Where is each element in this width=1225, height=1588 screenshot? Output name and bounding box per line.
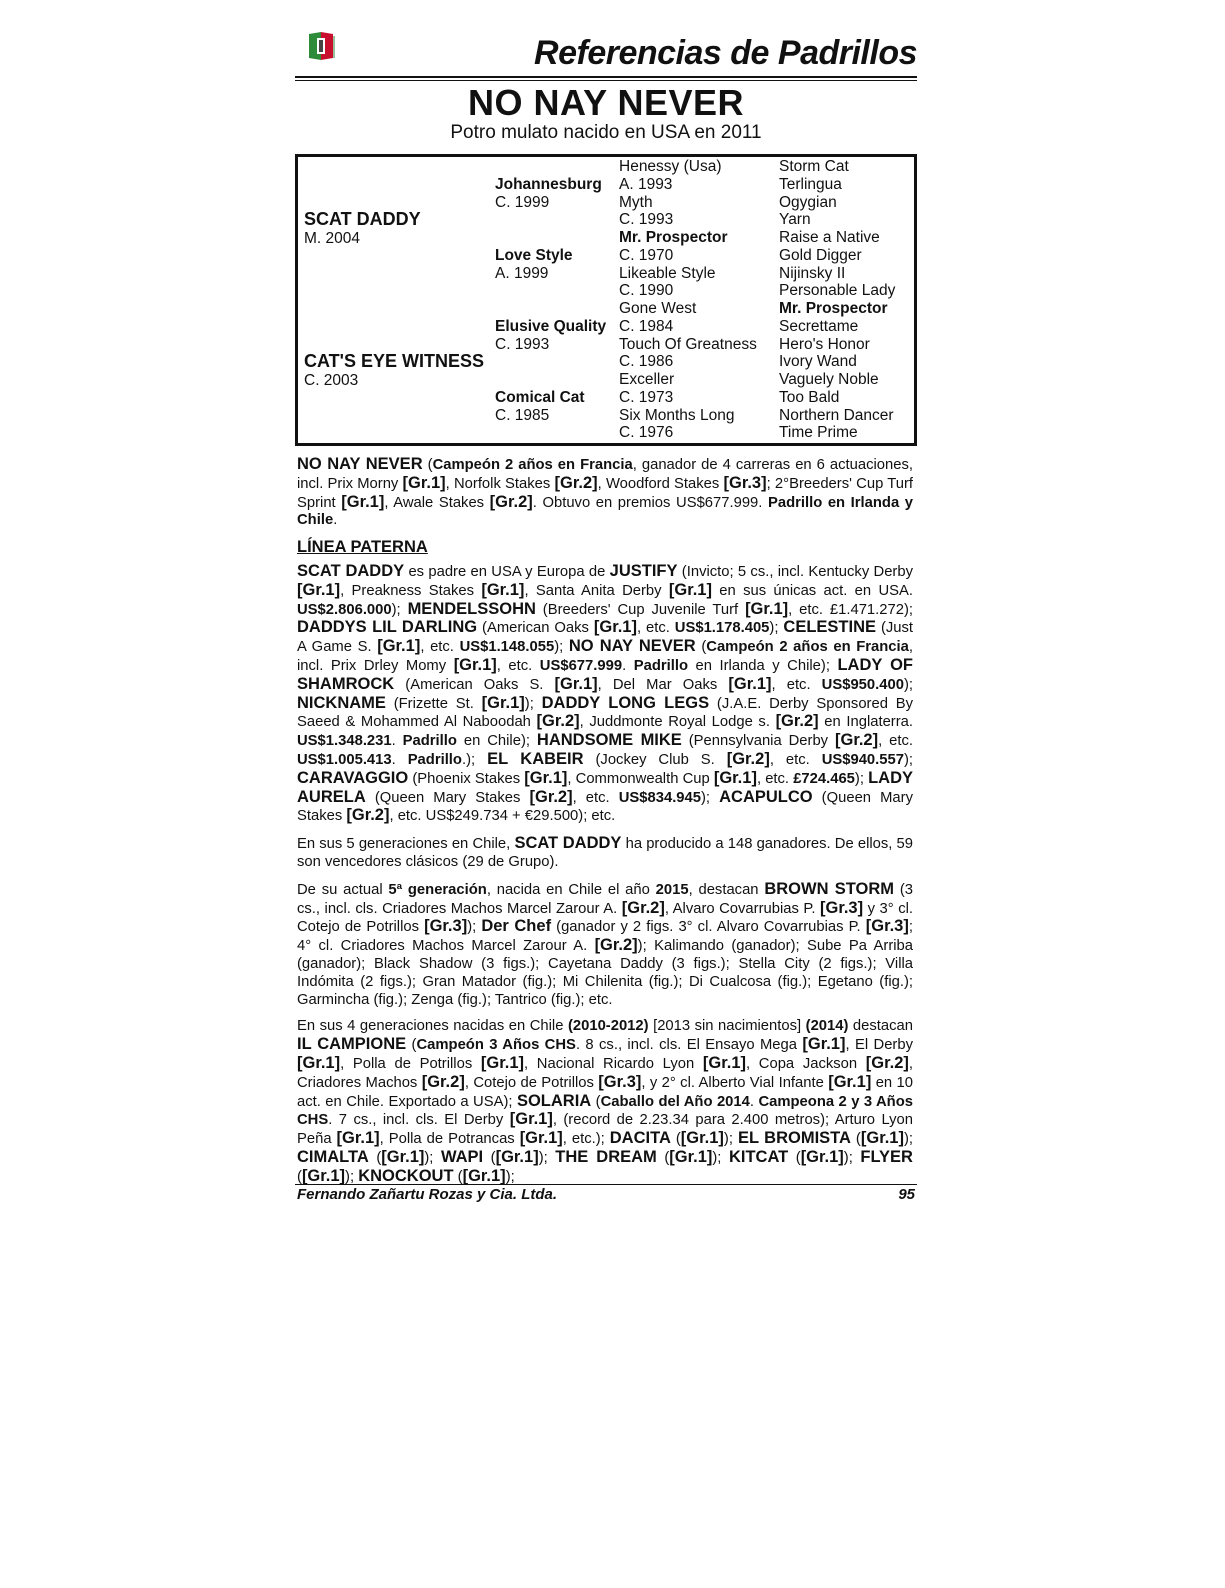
text-run: (American Oaks <box>477 620 594 637</box>
text-run: , etc. <box>878 733 913 750</box>
text-run: , y 2° cl. Alberto Vial Infante <box>641 1074 829 1091</box>
emphasis-text: NICKNAME <box>297 693 386 712</box>
gen2-horse-name: Love Style <box>495 246 573 264</box>
text-run: (J.A.E. Derby Sponsored By Saeed & Mohammed Al Naboodah <box>297 695 913 731</box>
text-run: ); <box>424 1149 441 1166</box>
text-run: ); <box>505 1168 515 1185</box>
emphasis-text: CIMALTA <box>297 1147 369 1166</box>
gen4-horse-name: Vaguely Noble <box>779 371 879 388</box>
text-run: ( <box>788 1149 801 1166</box>
text-run: En sus 5 generaciones en Chile, <box>297 836 515 853</box>
text-run: , Alvaro Covarrubias P. <box>664 900 820 917</box>
emphasis-text: [Gr.1] <box>453 655 497 674</box>
emphasis-text: SCAT DADDY <box>297 561 405 580</box>
text-run: ; 2°Breeders' Cup Turf Sprint <box>297 475 913 511</box>
text-run: ( <box>406 1037 417 1054</box>
text-run: , Santa Anita Derby <box>524 582 669 599</box>
body-text <box>297 456 913 1186</box>
emphasis-text: [Gr.2] <box>346 806 390 825</box>
text-run: ); <box>843 1149 861 1166</box>
text-run: ; 4° cl. Criadores Machos Marcel Zarour A. <box>297 919 913 955</box>
text-run: , Nacional Ricardo Lyon <box>524 1055 703 1072</box>
emphasis-text: Padrillo <box>633 657 688 674</box>
paternal-line-paragraph <box>297 563 913 826</box>
text-run: , etc. <box>769 751 822 768</box>
text-run: , etc. <box>572 789 619 806</box>
gen3-horse-detail: C. 1973 <box>619 388 674 406</box>
page-header-title: Referencias de Padrillos <box>534 34 917 72</box>
gen4-horse-name: Hero's Honor <box>779 335 870 353</box>
gen4-horse-name: Secrettame <box>779 317 859 335</box>
text-run: , Criadores Machos <box>297 1055 914 1091</box>
gen3-horse-name: Likeable Style <box>619 264 716 282</box>
text-run: , etc. US$249.734 + €29.500); etc. <box>389 808 616 825</box>
emphasis-text: IL CAMPIONE <box>297 1035 407 1054</box>
text-run: ); <box>712 1149 729 1166</box>
emphasis-text: MENDELSSOHN <box>407 599 536 618</box>
gen3-horse-name: Touch Of Greatness <box>619 335 757 353</box>
gen4-horse-name: Ogygian <box>779 193 837 211</box>
emphasis-text: KITCAT <box>728 1147 789 1166</box>
text-run: ( <box>850 1131 861 1148</box>
emphasis-text: [Gr.1] <box>728 674 772 693</box>
text-run: , Polla de Potrillos <box>340 1055 481 1072</box>
text-run: , etc. <box>636 620 675 637</box>
emphasis-text: [Gr.1] <box>524 768 568 787</box>
emphasis-text: [Gr.3] <box>424 917 468 936</box>
text-run: (Just A Game S. <box>297 620 914 656</box>
section-title: LÍNEA PATERNA <box>297 538 428 557</box>
emphasis-text: US$1.148.055 <box>459 639 555 656</box>
text-run: ); <box>345 1168 359 1185</box>
gen3-horse-detail: C. 1976 <box>619 424 674 442</box>
text-run: ( <box>483 1149 496 1166</box>
text-run: ); Kalimando (ganador); Sube Pa Arriba (ganador); Black Shadow (3 figs.); Cayetana Daddy (3 figs.); Stella City (2 figs.); Villa Indómita (2 figs.); Gran Matador (fig.); Mi Chilenita (fig.); Di Cualcosa (fig.); Egetano (fig.); Garmincha (fig.); Zenga (fig.); Tantrico (fig.); etc. <box>297 938 913 1008</box>
gen3-horse-detail: C. 1986 <box>619 353 674 371</box>
footer-rule <box>295 1184 917 1185</box>
emphasis-text: CELESTINE <box>783 618 877 637</box>
text-run: . <box>333 512 338 529</box>
previous-generations-paragraph <box>297 1018 913 1186</box>
text-run: , etc. <box>420 639 460 656</box>
emphasis-text: US$1.348.231 <box>297 733 392 750</box>
text-run: ); <box>903 751 914 768</box>
gen4-horse-name: Terlingua <box>779 175 842 193</box>
gen2-horse-detail: C. 1999 <box>495 193 550 211</box>
emphasis-text: [Gr.1] <box>828 1072 872 1091</box>
intro-paragraph <box>297 456 913 530</box>
text-run: es padre en USA y Europa de <box>404 563 610 580</box>
emphasis-text: SOLARIA <box>516 1091 592 1110</box>
gen3-horse-detail: A. 1993 <box>619 175 673 193</box>
text-run: en 10 act. en Chile. Exportado a USA); <box>297 1074 913 1110</box>
emphasis-text: LADY AURELA <box>297 768 913 806</box>
text-run: En sus 4 generaciones nacidas en Chile <box>297 1018 568 1035</box>
text-run: , El Derby <box>845 1037 913 1054</box>
emphasis-text: [Gr.2] <box>726 749 770 768</box>
text-run: ); <box>554 639 569 656</box>
emphasis-text: FLYER <box>860 1147 913 1166</box>
text-run: , destacan <box>688 881 765 898</box>
emphasis-text: [Gr.2] <box>865 1053 909 1072</box>
text-run: (Phoenix Stakes <box>408 770 525 787</box>
pedigree-table <box>295 154 917 446</box>
text-run: , Polla de Potrancas <box>379 1131 520 1148</box>
text-run: , Awale Stakes <box>384 494 490 511</box>
emphasis-text: US$677.999 <box>539 657 623 674</box>
text-run: , etc. <box>771 676 822 693</box>
emphasis-text: US$1.178.405 <box>674 620 770 637</box>
text-run: ); <box>769 620 784 637</box>
gen4-horse-name: Mr. Prospector <box>779 300 888 317</box>
emphasis-text: [Gr.2] <box>775 712 819 731</box>
emphasis-text: THE DREAM <box>555 1147 657 1166</box>
text-run: , etc. £1.471.272); <box>788 601 914 618</box>
emphasis-text: [Gr.1] <box>301 1166 346 1185</box>
text-run: ); <box>723 1131 738 1148</box>
text-run: (Jockey Club S. <box>583 751 727 768</box>
emphasis-text: [Gr.1] <box>381 1147 425 1166</box>
emphasis-text: Campeón 3 Años CHS <box>416 1037 576 1054</box>
text-run: , Norfolk Stakes <box>445 475 555 492</box>
emphasis-text: Campeón 2 años en Francia <box>432 457 633 473</box>
emphasis-text: (2014) <box>805 1018 849 1035</box>
horse-subtitle: Potro mulato nacido en USA en 2011 <box>450 122 762 143</box>
emphasis-text: Padrillo <box>402 733 457 750</box>
text-run: ( <box>422 457 433 473</box>
emphasis-text: [Gr.1] <box>593 618 637 637</box>
gen4-horse-name: Time Prime <box>779 424 858 442</box>
emphasis-text: NO NAY NEVER <box>568 637 696 656</box>
gen3-horse-name: Henessy (Usa) <box>619 158 722 175</box>
emphasis-text: [Gr.1] <box>377 637 421 656</box>
text-run: ( <box>591 1093 601 1110</box>
emphasis-text: [Gr.3] <box>598 1072 642 1091</box>
text-run: en Irlanda y Chile); <box>688 657 838 674</box>
footer-company: Fernando Zañartu Rozas y Cia. Ltda. <box>297 1186 558 1203</box>
emphasis-text: JUSTIFY <box>609 561 678 580</box>
text-run: y 3° cl. Cotejo de Potrillos <box>297 900 913 936</box>
emphasis-text: £724.465 <box>793 770 855 787</box>
emphasis-text: [Gr.2] <box>489 492 533 511</box>
emphasis-text: [Gr.1] <box>745 599 789 618</box>
text-run: ); <box>854 770 869 787</box>
emphasis-text: US$834.945 <box>618 789 701 806</box>
text-run: , Copa Jackson <box>746 1055 866 1072</box>
gen4-horse-name: Ivory Wand <box>779 353 857 371</box>
emphasis-text: [Gr.1] <box>702 1053 746 1072</box>
emphasis-text: [Gr.1] <box>481 580 525 599</box>
text-run: , (record de 2.23.34 para 2.400 metros); Arturo Lyon Peña <box>297 1112 913 1148</box>
text-run: , Preakness Stakes <box>340 582 482 599</box>
footer-page-number: 95 <box>898 1186 915 1203</box>
emphasis-text: [Gr.1] <box>509 1110 553 1129</box>
text-run: ( <box>670 1131 681 1148</box>
emphasis-text: [Gr.3] <box>865 917 909 936</box>
text-run: ha producido a 148 ganadores. De ellos, 59 son vencedores clásicos (29 de Grupo). <box>297 836 914 870</box>
text-run: ); <box>701 789 720 806</box>
text-run: destacan <box>848 1018 913 1035</box>
emphasis-text: Campeona 2 y 3 Años CHS <box>297 1093 913 1129</box>
emphasis-text: Padrillo en Irlanda y Chile <box>297 494 914 529</box>
gen3-horse-detail: C. 1993 <box>619 211 674 229</box>
emphasis-text: [Gr.1] <box>462 1166 506 1185</box>
text-run: De su actual <box>297 881 389 898</box>
emphasis-text: [Gr.1] <box>480 1053 524 1072</box>
text-run: [2013 sin nacimientos] <box>648 1018 806 1035</box>
text-run: (Queen Mary Stakes <box>297 789 913 825</box>
dam-name: CAT'S EYE WITNESS <box>304 351 484 371</box>
dam-detail: C. 2003 <box>304 372 359 389</box>
text-run: . <box>391 751 408 768</box>
gen2-horse-name: Johannesburg <box>495 175 602 193</box>
emphasis-text: [Gr.1] <box>860 1129 904 1148</box>
emphasis-text: [Gr.2] <box>529 787 573 806</box>
text-run: ( <box>453 1168 463 1185</box>
current-generation-paragraph <box>297 881 913 1010</box>
text-run: (ganador y 2 figs. 3° cl. Alvaro Covarrubias P. <box>551 919 866 936</box>
text-run: (Frizette St. <box>385 695 482 712</box>
gen2-horse-name: Comical Cat <box>495 388 585 406</box>
text-run: en Chile); <box>456 733 537 750</box>
gen4-horse-name: Too Bald <box>779 388 840 406</box>
sire-detail: M. 2004 <box>304 230 361 247</box>
emphasis-text: [Gr.2] <box>536 712 580 731</box>
emphasis-text: DACITA <box>609 1129 671 1148</box>
emphasis-text: (2010-2012) <box>567 1018 649 1035</box>
gen3-horse-name: Mr. Prospector <box>619 229 728 246</box>
text-run: ( <box>695 639 707 656</box>
emphasis-text: EL KABEIR <box>487 749 584 768</box>
emphasis-text: Der Chef <box>481 917 552 936</box>
text-run: ( <box>297 1168 302 1185</box>
emphasis-text: KNOCKOUT <box>358 1166 454 1185</box>
emphasis-text: DADDY LONG LEGS <box>541 693 710 712</box>
emphasis-text: US$950.400 <box>821 676 904 693</box>
text-run: ( <box>368 1149 382 1166</box>
emphasis-text: [Gr.1] <box>336 1129 380 1148</box>
text-run: ); <box>538 1149 556 1166</box>
emphasis-text: 2015 <box>655 881 689 898</box>
emphasis-text: [Gr.1] <box>402 473 446 492</box>
gen4-horse-name: Personable Lady <box>779 282 896 300</box>
emphasis-text: WAPI <box>440 1147 484 1166</box>
gen2-horse-name: Elusive Quality <box>495 317 607 335</box>
emphasis-text: DADDYS LIL DARLING <box>297 618 478 637</box>
emphasis-text: [Gr.1] <box>668 580 712 599</box>
text-run: . <box>391 733 403 750</box>
emphasis-text: [Gr.1] <box>800 1147 844 1166</box>
text-run: .); <box>461 751 488 768</box>
text-run: , nacida en Chile el año <box>486 881 656 898</box>
header-rule <box>295 76 917 78</box>
emphasis-text: [Gr.1] <box>495 1147 539 1166</box>
emphasis-text: EL BROMISTA <box>737 1129 851 1148</box>
text-run: , Woodford Stakes <box>597 475 724 492</box>
text-run: (Breeders' Cup Juvenile Turf <box>535 601 746 618</box>
emphasis-text: 5ª generación <box>388 881 487 898</box>
emphasis-text: [Gr.1] <box>680 1129 724 1148</box>
emphasis-text: [Gr.1] <box>341 492 385 511</box>
gen4-horse-name: Raise a Native <box>779 229 880 246</box>
text-run: (American Oaks S. <box>394 676 555 693</box>
text-run: ); <box>903 1131 914 1148</box>
gen4-horse-name: Storm Cat <box>779 158 849 175</box>
text-run: ); <box>467 919 482 936</box>
emphasis-text: LADY OF SHAMROCK <box>297 655 913 693</box>
horse-name: NO NAY NEVER <box>467 82 745 123</box>
emphasis-text: [Gr.1] <box>554 674 598 693</box>
text-run: (Queen Mary Stakes <box>365 789 530 806</box>
emphasis-text: [Gr.1] <box>713 768 757 787</box>
emphasis-text: [Gr.2] <box>621 898 665 917</box>
text-run: . 8 cs., incl. cls. El Ensayo Mega <box>575 1037 803 1054</box>
text-run: (3 cs., incl. cls. Criadores Machos Marcel Zarour A. <box>297 881 913 917</box>
emphasis-text: CARAVAGGIO <box>297 768 409 787</box>
gen2-horse-detail: C. 1993 <box>495 335 550 353</box>
chile-summary-paragraph <box>297 835 913 872</box>
emphasis-text: US$1.005.413 <box>297 751 392 768</box>
gen4-horse-name: Nijinsky II <box>779 264 846 282</box>
emphasis-text: [Gr.3] <box>820 898 864 917</box>
gen3-horse-detail: C. 1990 <box>619 282 674 300</box>
text-run: ); <box>391 601 408 618</box>
text-run: , Cotejo de Potrillos <box>464 1074 599 1091</box>
gen2-horse-detail: A. 1999 <box>495 264 549 282</box>
emphasis-text: [Gr.2] <box>554 473 598 492</box>
text-run: , Del Mar Oaks <box>597 676 729 693</box>
gen4-horse-name: Northern Dancer <box>779 406 894 424</box>
emphasis-text: [Gr.1] <box>297 580 341 599</box>
text-run: , ganador de 4 carreras en 6 actuaciones, incl. Prix Morny <box>297 457 914 492</box>
text-run: , incl. Prix Drley Momy <box>297 639 913 674</box>
emphasis-text: [Gr.1] <box>481 693 525 712</box>
gen3-horse-name: Myth <box>619 193 653 211</box>
text-run: en Inglaterra. <box>818 714 913 731</box>
emphasis-text: [Gr.1] <box>669 1147 713 1166</box>
emphasis-text: HANDSOME MIKE <box>536 731 682 750</box>
emphasis-text: SCAT DADDY <box>514 834 622 853</box>
text-run: . <box>749 1093 759 1110</box>
gen3-horse-detail: C. 1984 <box>619 317 674 335</box>
text-run: ); <box>524 695 542 712</box>
text-run: , etc. <box>756 770 794 787</box>
text-run: , Commonwealth Cup <box>567 770 714 787</box>
emphasis-text: BROWN STORM <box>764 879 895 898</box>
text-run: , etc.); <box>562 1131 610 1148</box>
text-run: . 7 cs., incl. cls. El Derby <box>328 1112 510 1129</box>
emphasis-text: [Gr.2] <box>594 936 638 955</box>
text-run: . Obtuvo en premios US$677.999. <box>532 494 768 511</box>
brand-logo-icon <box>305 30 337 64</box>
text-run: ); <box>903 676 913 693</box>
emphasis-text: NO NAY NEVER <box>297 455 423 473</box>
gen3-horse-name: Gone West <box>619 300 697 317</box>
text-run: en sus únicas act. en USA. <box>711 582 913 599</box>
gen2-horse-detail: C. 1985 <box>495 406 550 424</box>
gen4-horse-name: Gold Digger <box>779 246 862 264</box>
emphasis-text: [Gr.1] <box>297 1053 341 1072</box>
emphasis-text: [Gr.1] <box>519 1129 563 1148</box>
text-run: , etc. <box>496 657 540 674</box>
text-run: (Invicto; 5 cs., incl. Kentucky Derby <box>677 563 913 580</box>
emphasis-text: US$2.806.000 <box>297 601 392 618</box>
emphasis-text: ACAPULCO <box>719 787 813 806</box>
emphasis-text: [Gr.2] <box>835 731 879 750</box>
text-run: (Pennsylvania Derby <box>681 733 835 750</box>
header-rule-thin <box>295 80 917 81</box>
emphasis-text: US$940.557 <box>821 751 904 768</box>
gen3-horse-name: Exceller <box>619 371 675 388</box>
gen3-horse-detail: C. 1970 <box>619 246 674 264</box>
text-run: , Juddmonte Royal Lodge s. <box>579 714 776 731</box>
emphasis-text: [Gr.2] <box>421 1072 465 1091</box>
text-run: . <box>622 657 634 674</box>
emphasis-text: Padrillo <box>407 751 462 768</box>
gen3-horse-name: Six Months Long <box>619 406 735 424</box>
text-run: ( <box>656 1149 670 1166</box>
emphasis-text: [Gr.3] <box>723 473 767 492</box>
emphasis-text: [Gr.1] <box>802 1035 846 1054</box>
emphasis-text: Caballo del Año 2014 <box>600 1093 750 1110</box>
emphasis-text: Campeón 2 años en Francia <box>706 639 909 656</box>
sire-name: SCAT DADDY <box>304 209 421 229</box>
gen4-horse-name: Yarn <box>779 211 811 229</box>
